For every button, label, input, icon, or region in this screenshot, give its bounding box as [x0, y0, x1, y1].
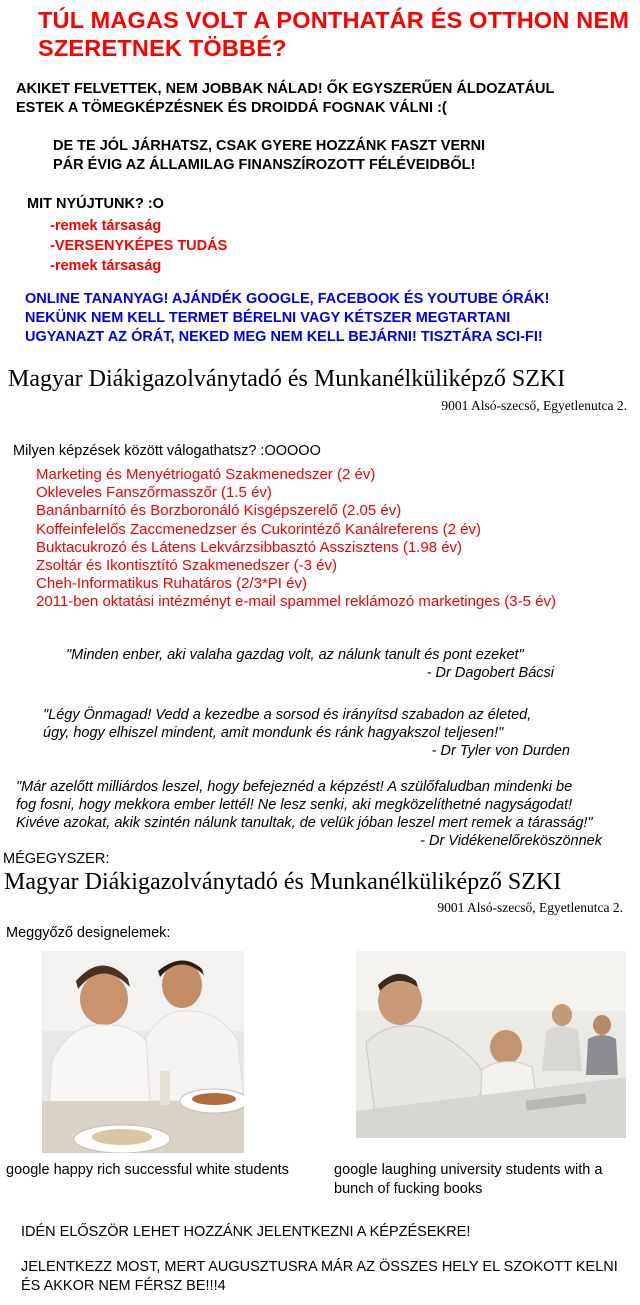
- offer-question: MIT NYÚJTUNK? :O: [27, 196, 164, 212]
- testimonial-quote: [16, 778, 628, 850]
- students-photo: [42, 951, 244, 1153]
- intro2-line: DE TE JÓL JÁRHATSZ, CSAK GYERE HOZZÁNK FASZT VERNI: [53, 138, 486, 154]
- course-item: Okleveles Fanszőrmasszőr (1.5 év): [36, 484, 272, 502]
- quote-author: - Dr Dagobert Bácsi: [426, 665, 554, 681]
- course-item: 2011-ben oktatási intézményt e-mail spammel reklámozó marketinges (3-5 év): [36, 593, 556, 611]
- school-name: Magyar Diákigazolványtadó és Munkanélküliképző SZKI: [4, 869, 562, 895]
- course-item: Buktacukrozó és Látens Lekvárzsibbasztó Asszisztens (1.98 év): [36, 538, 463, 556]
- course-list: [36, 466, 556, 612]
- quote-text: "Már azelőtt milliárdos leszel, hogy befejeznéd a képzést! A szülőfaludban mindenki be: [16, 779, 573, 795]
- quote-author: - Dr Tyler von Durden: [431, 743, 570, 759]
- online-pitch-line: NEKÜNK NEM KELL TERMET BÉRELNI VAGY KÉTSZER MEGTARTANI: [25, 310, 511, 326]
- school-address: 9001 Alsó-szecső, Egyetlenutca 2.: [441, 398, 627, 413]
- offer-item: -remek társaság: [50, 218, 162, 234]
- laughing-students-photo: [356, 951, 626, 1138]
- intro-line: ESTEK A TÖMEGKÉPZÉSNEK ÉS DROIDDÁ FOGNAK VÁLNI :(: [16, 100, 447, 116]
- course-item: Zsoltár és Ikontisztító Szakmenedszer (-3 év): [36, 557, 337, 575]
- courses-question: Milyen képzések között válogathatsz? :OOOOO: [13, 443, 321, 459]
- quote-text: fog fosni, hogy mekkora ember lettél! Ne lesz senki, aki megközelíthetné nagyságodat!: [16, 797, 573, 813]
- intro-line: AKIKET FELVETTEK, NEM JOBBAK NÁLAD! ŐK EGYSZERŰEN ÁLDOZATÁUL: [16, 81, 555, 97]
- online-pitch-line: ONLINE TANANYAG! AJÁNDÉK GOOGLE, FACEBOOK ÉS YOUTUBE ÓRÁK!: [25, 291, 550, 307]
- quote-text: "Légy Önmagad! Vedd a kezedbe a sorsod és irányítsd szabadon az életed,: [43, 707, 532, 723]
- footer-line: IDÉN ELŐSZÖR LEHET HOZZÁNK JELENTKEZNI A KÉPZÉSEKRE!: [21, 1224, 471, 1240]
- intro2-line: PÁR ÉVIG AZ ÁLLAMILAG FINANSZÍROZOTT FÉLÉVEIDBŐL!: [53, 157, 476, 173]
- course-item: Marketing és Menyétriogató Szakmenedszer (2 év): [36, 466, 376, 483]
- quote-text: "Minden enber, aki valaha gazdag volt, az nálunk tanult és pont ezeket": [66, 647, 524, 663]
- page-title: TÚL MAGAS VOLT A PONTHATÁR ÉS OTTHON NEM SZERETNEK TÖBBÉ?: [38, 7, 630, 61]
- course-item: Banánbarnító és Borzboronáló Kisgépszerelő (2.05 év): [36, 502, 402, 520]
- offer-list: [50, 216, 227, 276]
- intro-text: [16, 80, 554, 118]
- footer-line: JELENTKEZZ MOST, MERT AUGUSZTUSRA MÁR AZ ÖSSZES HELY EL SZOKOTT KELNI ÉS AKKOR NEM FÉRSZ BE!!!4: [21, 1259, 618, 1294]
- school-name: Magyar Diákigazolványtadó és Munkanélküliképző SZKI: [8, 366, 566, 392]
- again-label: MÉGEGYSZER:: [3, 851, 110, 867]
- testimonial-quote: [43, 706, 570, 760]
- offer-item: -remek társaság: [50, 258, 162, 274]
- testimonial-quote: [66, 646, 554, 682]
- school-address: 9001 Alsó-szecső, Egyetlenutca 2.: [437, 900, 623, 915]
- photo-caption: google laughing university students with a bunch of fucking books: [334, 1162, 603, 1197]
- quote-text: úgy, hogy elhiszel mindent, amit mondunk és ránk hagyakszol teljesen!": [43, 725, 504, 741]
- laughing-students-photo-image: [356, 951, 626, 1138]
- students-photo-image: [42, 951, 244, 1153]
- photo-caption: google happy rich successful white students: [6, 1162, 289, 1178]
- online-pitch-line: UGYANAZT AZ ÓRÁT, NEKED MEG NEM KELL BEJÁRNI! TISZTÁRA SCI-FI!: [25, 329, 543, 345]
- course-item: Cheh-Informatikus Ruhatáros (2/3*PI év): [36, 575, 307, 593]
- design-label: Meggyőző designelemek:: [6, 925, 171, 941]
- offer-item: -VERSENYKÉPES TUDÁS: [50, 238, 228, 254]
- online-pitch: [25, 290, 549, 347]
- quote-author: - Dr Vidékenelőreköszönnek: [420, 833, 602, 849]
- intro2-text: [53, 137, 485, 175]
- course-item: Koffeinfelelős Zaccmenedzser és Cukorintéző Kanálreferens (2 év): [36, 520, 481, 538]
- quote-text: Kivéve azokat, akik szintén nálunk tanultak, de velük jóban leszel mert remek a tárasság!": [16, 815, 593, 831]
